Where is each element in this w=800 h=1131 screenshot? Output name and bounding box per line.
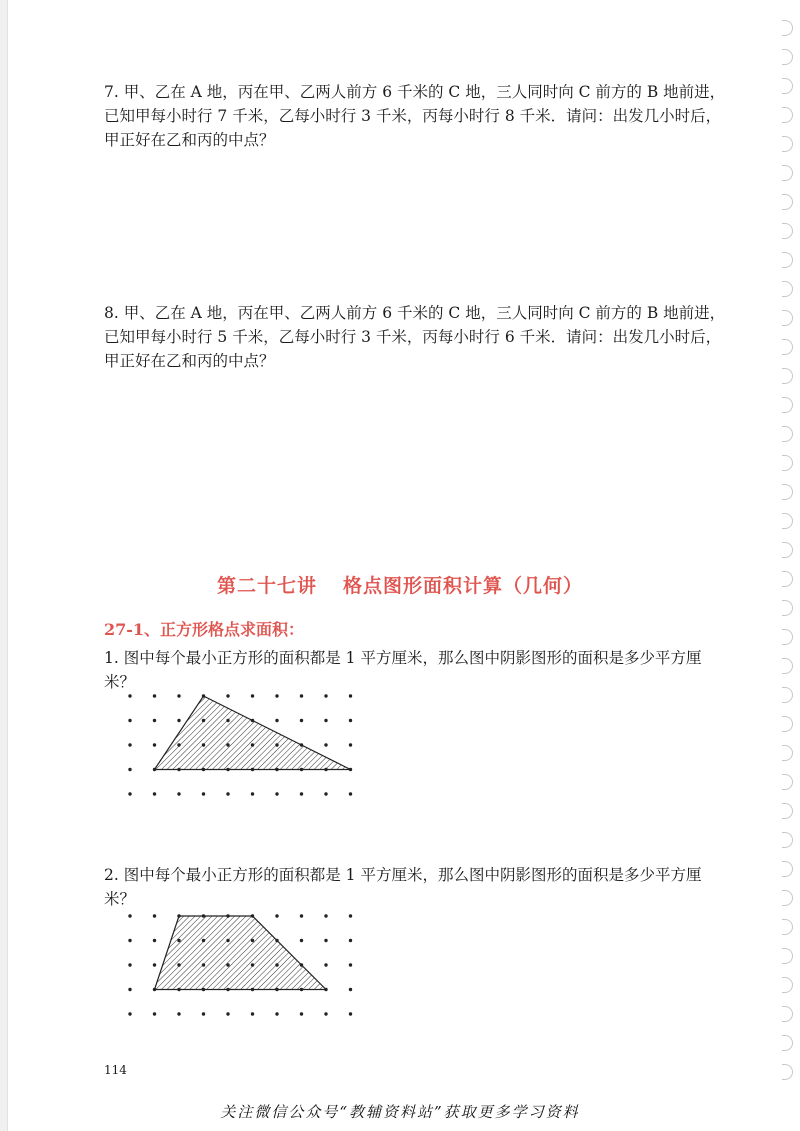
grid-dot	[153, 768, 156, 771]
grid-dot	[202, 719, 205, 722]
grid-dot	[251, 719, 254, 722]
grid-dot	[275, 792, 278, 795]
grid-dot	[300, 694, 303, 697]
binding-ring	[782, 426, 793, 442]
binding-ring	[782, 977, 793, 993]
grid-dot	[349, 743, 352, 746]
grid-dot	[226, 939, 229, 942]
grid-dot	[275, 719, 278, 722]
grid-dot	[251, 792, 254, 795]
problem-text: 甲、乙在 A 地，丙在甲、乙两人前方 6 千米的 C 地，三人同时向 C 前方的 B 地前进，已知甲每小时行 7 千米，乙每小时行 3 千米，丙每小时行 8 千米．请问：出发几小时后，甲正好在乙和丙的中点？	[104, 83, 726, 149]
grid-dot	[226, 719, 229, 722]
binding-ring	[782, 484, 793, 500]
grid-dot	[128, 963, 131, 966]
grid-dot	[177, 792, 180, 795]
grid-dot	[153, 914, 156, 917]
dot-grid-trapezoid	[120, 906, 390, 1030]
grid-dot	[324, 1012, 327, 1015]
question-text: 图中每个最小正方形的面积都是 1 平方厘米，那么图中阴影图形的面积是多少平方厘米？	[104, 866, 702, 908]
grid-dot	[177, 988, 180, 991]
grid-dot	[324, 939, 327, 942]
grid-dot	[177, 914, 180, 917]
grid-dot	[177, 939, 180, 942]
binding-ring	[782, 948, 793, 964]
grid-dot	[251, 768, 254, 771]
grid-dot	[177, 1012, 180, 1015]
binding-ring	[782, 223, 793, 239]
grid-dot	[128, 719, 131, 722]
binding-ring	[782, 1064, 793, 1080]
grid-figure-2	[120, 906, 390, 1030]
grid-dot	[300, 988, 303, 991]
grid-dot	[128, 988, 131, 991]
binding-ring	[782, 687, 793, 703]
grid-dot	[251, 939, 254, 942]
grid-dot	[226, 1012, 229, 1015]
grid-dot	[128, 768, 131, 771]
grid-dot	[349, 1012, 352, 1015]
grid-dot	[153, 1012, 156, 1015]
grid-dot	[226, 792, 229, 795]
binding-ring	[782, 49, 793, 65]
dot-grid-triangle	[120, 686, 390, 810]
grid-dot	[324, 963, 327, 966]
problem-text: 甲、乙在 A 地，丙在甲、乙两人前方 6 千米的 C 地，三人同时向 C 前方的 B 地前进，已知甲每小时行 5 千米，乙每小时行 3 千米，丙每小时行 6 千米．请问：出发几小时后，甲正好在乙和丙的中点？	[104, 304, 726, 370]
grid-dot	[251, 1012, 254, 1015]
grid-dot	[300, 792, 303, 795]
grid-dot	[349, 768, 352, 771]
grid-dot	[324, 768, 327, 771]
chapter-number: 第二十七讲	[216, 575, 317, 597]
problem-number: 7.	[104, 83, 119, 101]
grid-dot	[153, 719, 156, 722]
grid-dot	[226, 988, 229, 991]
shaded-trapezoid	[155, 916, 327, 990]
spiral-binding	[778, 20, 800, 1100]
grid-dot	[226, 694, 229, 697]
binding-ring	[782, 194, 793, 210]
grid-dot	[202, 694, 205, 697]
grid-dot	[202, 963, 205, 966]
grid-dot	[349, 694, 352, 697]
question-number: 1.	[104, 649, 119, 667]
grid-dot	[202, 988, 205, 991]
grid-dot	[275, 743, 278, 746]
binding-ring	[782, 455, 793, 471]
grid-dot	[153, 792, 156, 795]
binding-ring	[782, 890, 793, 906]
footer-note: 关注微信公众号“教辅资料站”获取更多学习资料	[220, 1103, 580, 1121]
chapter-title	[0, 571, 800, 598]
grid-dot	[275, 939, 278, 942]
binding-ring	[782, 368, 793, 384]
binding-ring	[782, 861, 793, 877]
grid-dot	[275, 963, 278, 966]
grid-dot	[153, 694, 156, 697]
grid-dot	[251, 694, 254, 697]
grid-dot	[251, 963, 254, 966]
grid-dot	[349, 939, 352, 942]
grid-dot	[226, 768, 229, 771]
grid-dot	[128, 743, 131, 746]
grid-dot	[324, 694, 327, 697]
grid-dot	[177, 963, 180, 966]
grid-dot	[300, 1012, 303, 1015]
binding-ring	[782, 629, 793, 645]
binding-ring	[782, 600, 793, 616]
grid-dot	[177, 743, 180, 746]
grid-dot	[300, 939, 303, 942]
grid-dot	[275, 988, 278, 991]
section-title: 27-1、正方形格点求面积：	[104, 620, 305, 639]
grid-dot	[324, 743, 327, 746]
binding-ring	[782, 165, 793, 181]
grid-dot	[202, 768, 205, 771]
binding-ring	[782, 774, 793, 790]
grid-dot	[128, 1012, 131, 1015]
grid-dot	[128, 694, 131, 697]
grid-dot	[128, 792, 131, 795]
chapter-name: 格点图形面积计算（几何）	[343, 575, 584, 597]
page-number: 114	[104, 1063, 127, 1077]
grid-dot	[177, 719, 180, 722]
binding-ring	[782, 339, 793, 355]
grid-dot	[251, 743, 254, 746]
grid-dot	[128, 914, 131, 917]
grid-dot	[128, 939, 131, 942]
grid-dot	[324, 914, 327, 917]
grid-dot	[251, 988, 254, 991]
grid-dot	[300, 914, 303, 917]
binding-ring	[782, 716, 793, 732]
grid-dot	[202, 939, 205, 942]
grid-dot	[275, 694, 278, 697]
grid-dot	[349, 914, 352, 917]
grid-dot	[226, 743, 229, 746]
grid-dot	[324, 988, 327, 991]
binding-ring	[782, 20, 793, 36]
binding-ring	[782, 745, 793, 761]
grid-dot	[251, 914, 254, 917]
grid-dot	[153, 743, 156, 746]
binding-ring	[782, 832, 793, 848]
grid-dot	[300, 719, 303, 722]
grid-dot	[153, 988, 156, 991]
grid-dot	[275, 914, 278, 917]
binding-ring	[782, 107, 793, 123]
grid-dot	[226, 963, 229, 966]
binding-ring	[782, 397, 793, 413]
binding-ring	[782, 281, 793, 297]
grid-dot	[300, 963, 303, 966]
grid-dot	[349, 988, 352, 991]
question-number: 2.	[104, 866, 119, 884]
binding-ring	[782, 542, 793, 558]
grid-dot	[202, 792, 205, 795]
shaded-triangle	[155, 696, 351, 770]
binding-ring	[782, 658, 793, 674]
grid-dot	[202, 914, 205, 917]
grid-dot	[275, 1012, 278, 1015]
grid-dot	[324, 719, 327, 722]
grid-dot	[202, 743, 205, 746]
grid-dot	[153, 939, 156, 942]
grid-dot	[202, 1012, 205, 1015]
grid-dot	[324, 792, 327, 795]
problem-7	[104, 80, 728, 152]
grid-dot	[153, 963, 156, 966]
binding-ring	[782, 1035, 793, 1051]
grid-dot	[275, 768, 278, 771]
problem-8	[104, 301, 728, 373]
grid-dot	[177, 694, 180, 697]
scan-left-edge	[0, 0, 8, 1131]
binding-ring	[782, 1006, 793, 1022]
binding-ring	[782, 78, 793, 94]
question-2	[104, 863, 728, 911]
question-text: 图中每个最小正方形的面积都是 1 平方厘米，那么图中阴影图形的面积是多少平方厘米？	[104, 649, 702, 691]
grid-dot	[226, 914, 229, 917]
grid-dot	[177, 768, 180, 771]
grid-dot	[300, 768, 303, 771]
grid-dot	[300, 743, 303, 746]
problem-number: 8.	[104, 304, 119, 322]
binding-ring	[782, 803, 793, 819]
grid-figure-1	[120, 686, 390, 810]
binding-ring	[782, 919, 793, 935]
grid-dot	[349, 719, 352, 722]
binding-ring	[782, 252, 793, 268]
grid-dot	[349, 792, 352, 795]
binding-ring	[782, 136, 793, 152]
binding-ring	[782, 310, 793, 326]
binding-ring	[782, 513, 793, 529]
grid-dot	[349, 963, 352, 966]
